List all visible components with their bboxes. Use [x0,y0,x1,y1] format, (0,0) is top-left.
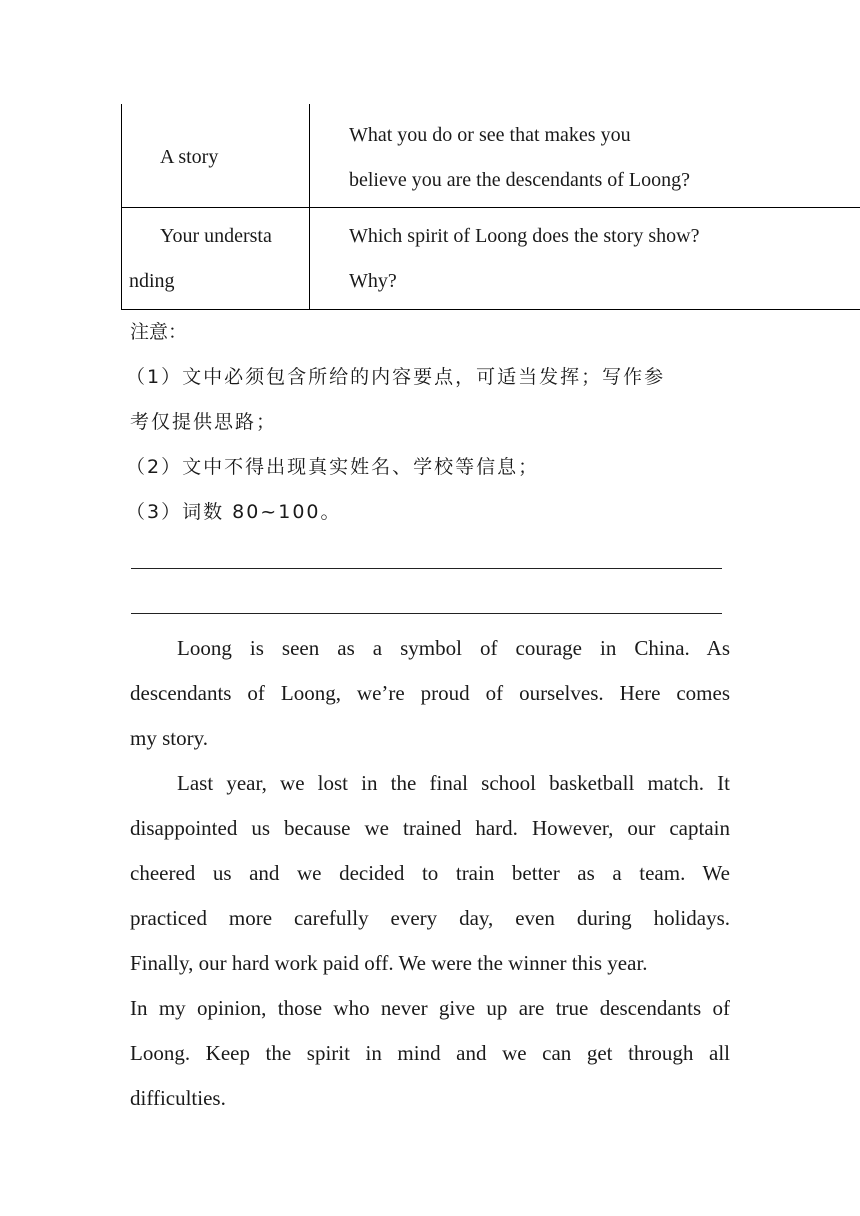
table-row-content: believe you are the descendants of Loong? [349,169,690,191]
essay-line: my story. [130,726,208,750]
writing-prompt-table [121,104,860,310]
table-row-divider [121,207,860,208]
essay-line: difficulties. [130,1086,226,1110]
table-bottom-border [121,309,860,310]
table-row-label: A story [160,146,219,168]
table-row-label: nding [129,270,175,292]
note-line: （1）文中必须包含所给的内容要点，可适当发挥；写作参 [126,366,666,388]
table-row-content: Why? [349,270,397,292]
notes-heading: 注意： [130,321,188,343]
essay-line: Finally, our hard work paid off. We were the winner this year. [130,951,648,975]
answer-blank-line [131,568,722,569]
essay-line: cheered us and we decided to train better as a team. We [130,861,730,885]
table-row-label: Your understa [160,225,272,247]
essay-line: Loong is seen as a symbol of courage in China. As [177,636,730,660]
note-line: （2）文中不得出现真实姓名、学校等信息； [126,456,540,478]
note-line: 考仅提供思路； [130,411,278,433]
table-row-content: Which spirit of Loong does the story show? [349,225,700,247]
essay-line: descendants of Loong, we’re proud of ourselves. Here comes [130,681,730,705]
essay-line: In my opinion, those who never give up are true descendants of [130,996,730,1020]
note-line: （3）词数 80~100。 [126,501,342,523]
table-row-content: What you do or see that makes you [349,124,631,146]
essay-line: disappointed us because we trained hard. However, our captain [130,816,730,840]
essay-line: Loong. Keep the spirit in mind and we can get through all [130,1041,730,1065]
essay-line: practiced more carefully every day, even during holidays. [130,906,730,930]
essay-line: Last year, we lost in the final school basketball match. It [177,771,730,795]
answer-blank-line [131,613,722,614]
